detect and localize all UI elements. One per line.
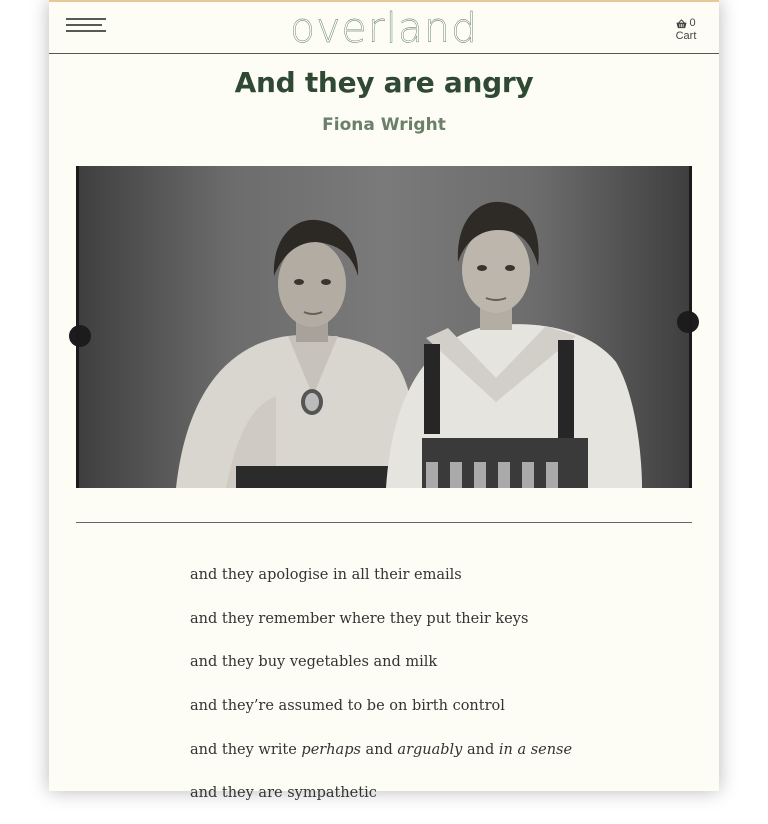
cart-button[interactable] [670,17,702,43]
article-page [49,0,719,802]
poem-text: and they write [190,741,302,758]
poem-line [190,737,670,781]
poem-text: and [360,741,398,758]
poem-emphasis: in a sense [498,741,573,758]
basket-icon [676,19,687,29]
poem-text: and they remember where they put their keys [190,610,529,627]
poem-text: and they are sympathetic [190,785,377,802]
site-header [49,0,719,54]
portrait-illustration [76,166,692,488]
article-author[interactable]: Fiona Wright [322,115,446,135]
poem-text: and [462,741,499,758]
poem-line [190,606,670,650]
hero-photo [76,166,692,488]
poem-emphasis: arguably [397,741,463,758]
poem-text: and they buy vegetables and milk [190,654,438,671]
cart-label: Cart [675,30,697,42]
poem-body [190,562,670,824]
poem-text: and they’re assumed to be on birth control [190,698,505,715]
poem-line [190,649,670,693]
poem-line [190,693,670,737]
poem-text: and they apologise in all their emails [190,567,462,583]
poem-line [190,562,670,606]
cart-count: 0 [689,17,696,29]
section-divider [76,522,692,523]
poem-line [190,780,670,824]
article-title: And they are angry [234,66,534,99]
site-logo[interactable]: overland [290,4,478,52]
poem-emphasis: perhaps [301,741,361,758]
